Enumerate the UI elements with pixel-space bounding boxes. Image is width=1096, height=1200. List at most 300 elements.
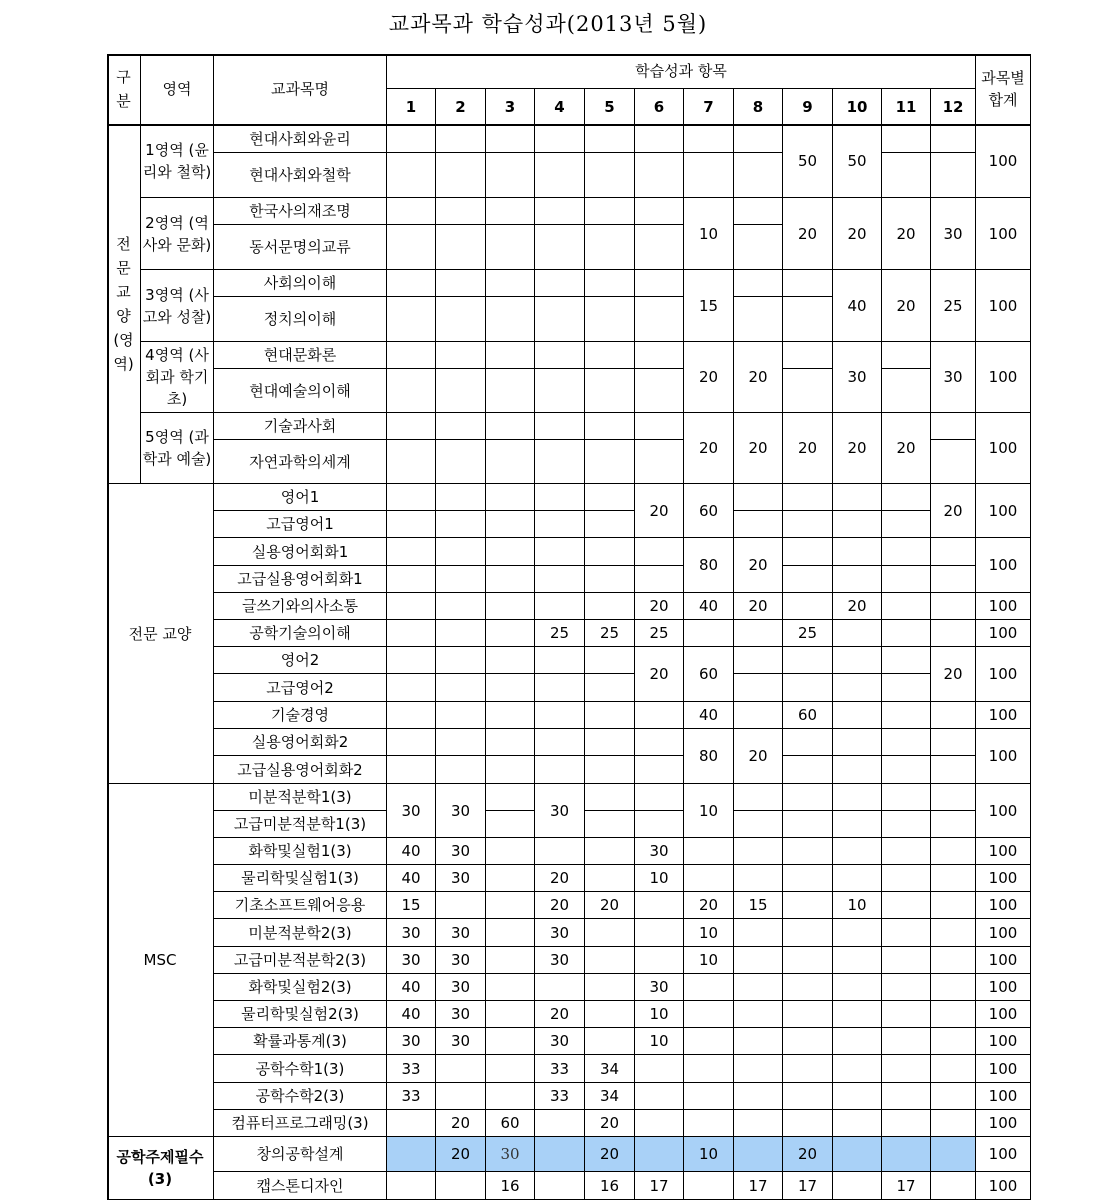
empty-cell (783, 947, 833, 974)
empty-cell (882, 1055, 931, 1083)
outcome-value: 33 (387, 1055, 436, 1083)
empty-cell (535, 1137, 585, 1172)
empty-cell (734, 1055, 783, 1083)
outcome-value: 20 (882, 270, 931, 342)
empty-cell (635, 811, 684, 838)
course-name: 고급영어1 (214, 511, 387, 538)
empty-cell (882, 1110, 931, 1137)
empty-cell (486, 440, 535, 484)
course-total-value: 100 (976, 702, 1031, 729)
outcome-value: 20 (635, 484, 684, 538)
empty-cell (783, 674, 833, 702)
course-name: 현대문화론 (214, 342, 387, 369)
course-total-value: 100 (976, 125, 1031, 198)
course-total-value: 100 (976, 865, 1031, 892)
empty-cell (833, 1083, 882, 1110)
empty-cell (436, 440, 486, 484)
course-name: 현대예술의이해 (214, 369, 387, 413)
outcome-value: 40 (684, 593, 734, 620)
outcome-value: 30 (535, 947, 585, 974)
outcome-value: 50 (783, 125, 833, 198)
outcome-value: 20 (833, 198, 882, 270)
empty-cell (931, 620, 976, 647)
empty-cell (585, 919, 635, 947)
empty-cell (684, 1110, 734, 1137)
outcome-value: 30 (535, 784, 585, 838)
empty-cell (833, 566, 882, 593)
empty-cell (635, 297, 684, 342)
empty-cell (833, 865, 882, 892)
outcome-value: 20 (833, 413, 882, 484)
empty-cell (734, 153, 783, 198)
outcome-value: 20 (833, 593, 882, 620)
empty-cell (833, 511, 882, 538)
empty-cell (734, 1028, 783, 1055)
course-total-value: 100 (976, 919, 1031, 947)
course-total-value: 100 (976, 892, 1031, 919)
empty-cell (486, 342, 535, 369)
course-total-value: 100 (976, 974, 1031, 1001)
empty-cell (436, 153, 486, 198)
empty-cell (535, 974, 585, 1001)
course-name: 현대사회와윤리 (214, 125, 387, 153)
header-separator (107, 124, 1031, 126)
course-name: 사회의이해 (214, 270, 387, 297)
empty-cell (436, 225, 486, 270)
outcome-value: 60 (783, 702, 833, 729)
outcome-value: 30 (387, 1028, 436, 1055)
course-total-value: 100 (976, 1001, 1031, 1028)
outcome-value: 15 (387, 892, 436, 919)
category-cell: 전문교양(영역) (107, 125, 141, 484)
empty-cell (684, 125, 734, 153)
empty-cell (436, 198, 486, 225)
outcome-value: 80 (684, 729, 734, 784)
outcome-value: 30 (635, 974, 684, 1001)
empty-cell (486, 484, 535, 511)
empty-cell (387, 674, 436, 702)
empty-cell (684, 153, 734, 198)
outcome-value: 16 (585, 1172, 635, 1200)
empty-cell (486, 838, 535, 865)
empty-cell (635, 125, 684, 153)
outcome-value: 17 (882, 1172, 931, 1200)
empty-cell (931, 538, 976, 566)
outcome-value: 25 (535, 620, 585, 647)
empty-cell (486, 297, 535, 342)
empty-cell (734, 198, 783, 225)
empty-cell (783, 1028, 833, 1055)
empty-cell (783, 919, 833, 947)
empty-cell (783, 838, 833, 865)
empty-cell (882, 593, 931, 620)
outcome-value: 30 (486, 1137, 535, 1172)
course-total-value: 100 (976, 270, 1031, 342)
empty-cell (585, 674, 635, 702)
empty-cell (436, 125, 486, 153)
empty-cell (684, 1083, 734, 1110)
empty-cell (486, 947, 535, 974)
empty-cell (882, 892, 931, 919)
empty-cell (585, 369, 635, 413)
empty-cell (833, 729, 882, 756)
empty-cell (833, 947, 882, 974)
empty-cell (833, 538, 882, 566)
empty-cell (535, 440, 585, 484)
empty-cell (734, 647, 783, 674)
course-name: 자연과학의세계 (214, 440, 387, 484)
empty-cell (635, 892, 684, 919)
outcome-number-header: 10 (833, 89, 882, 125)
course-name: 창의공학설계 (214, 1137, 387, 1172)
header-course-name: 교과목명 (214, 54, 387, 125)
outcome-value: 15 (684, 270, 734, 342)
outcome-value: 20 (684, 413, 734, 484)
empty-cell (833, 919, 882, 947)
outcome-value: 30 (436, 865, 486, 892)
course-name: 동서문명의교류 (214, 225, 387, 270)
outcome-number-header: 9 (783, 89, 833, 125)
course-name: 영어1 (214, 484, 387, 511)
empty-cell (585, 593, 635, 620)
empty-cell (436, 620, 486, 647)
outcome-value: 20 (734, 729, 783, 784)
outcome-value: 60 (684, 484, 734, 538)
empty-cell (931, 892, 976, 919)
area-cell: 4영역 (사회과 학기초) (141, 342, 214, 413)
empty-cell (734, 620, 783, 647)
course-name: 영어2 (214, 647, 387, 674)
empty-cell (585, 342, 635, 369)
empty-cell (436, 1055, 486, 1083)
empty-cell (535, 593, 585, 620)
outcome-value: 20 (734, 538, 783, 593)
empty-cell (882, 974, 931, 1001)
outcome-value: 30 (436, 947, 486, 974)
outcome-value: 16 (486, 1172, 535, 1200)
empty-cell (931, 1172, 976, 1200)
empty-cell (783, 811, 833, 838)
outcome-value: 40 (833, 270, 882, 342)
empty-cell (882, 369, 931, 413)
course-name: 고급영어2 (214, 674, 387, 702)
empty-cell (486, 674, 535, 702)
empty-cell (882, 947, 931, 974)
outcome-value: 10 (684, 198, 734, 270)
empty-cell (734, 484, 783, 511)
empty-cell (486, 593, 535, 620)
outcome-value: 10 (684, 947, 734, 974)
empty-cell (734, 1001, 783, 1028)
empty-cell (635, 342, 684, 369)
empty-cell (882, 811, 931, 838)
course-total-value: 100 (976, 729, 1031, 784)
empty-cell (783, 974, 833, 1001)
empty-cell (387, 413, 436, 440)
empty-cell (387, 225, 436, 270)
empty-cell (833, 811, 882, 838)
empty-cell (734, 1083, 783, 1110)
empty-cell (635, 566, 684, 593)
header-area: 영역 (141, 54, 214, 125)
empty-cell (436, 342, 486, 369)
course-name: 화학및실험1(3) (214, 838, 387, 865)
outcome-value: 20 (535, 892, 585, 919)
category-cell: 공학주제필수 (3) (107, 1137, 214, 1200)
empty-cell (882, 1137, 931, 1172)
empty-cell (931, 1083, 976, 1110)
outcome-value: 34 (585, 1083, 635, 1110)
empty-cell (635, 198, 684, 225)
empty-cell (734, 702, 783, 729)
course-name: 미분적분학1(3) (214, 784, 387, 811)
course-total-value: 100 (976, 1083, 1031, 1110)
empty-cell (635, 1137, 684, 1172)
course-name: 공학수학1(3) (214, 1055, 387, 1083)
outcome-value: 20 (535, 1001, 585, 1028)
empty-cell (486, 974, 535, 1001)
empty-cell (931, 1137, 976, 1172)
empty-cell (734, 270, 783, 297)
empty-cell (734, 125, 783, 153)
course-name: 기술과사회 (214, 413, 387, 440)
empty-cell (882, 153, 931, 198)
empty-cell (387, 297, 436, 342)
empty-cell (486, 702, 535, 729)
empty-cell (387, 647, 436, 674)
outcome-value: 10 (635, 1001, 684, 1028)
course-total-value: 100 (976, 538, 1031, 593)
outcome-value: 25 (635, 620, 684, 647)
outcome-number-header: 7 (684, 89, 734, 125)
empty-cell (783, 865, 833, 892)
empty-cell (684, 1028, 734, 1055)
outcome-value: 10 (684, 1137, 734, 1172)
empty-cell (585, 729, 635, 756)
empty-cell (486, 511, 535, 538)
empty-cell (436, 892, 486, 919)
outcome-value: 30 (635, 838, 684, 865)
empty-cell (833, 1172, 882, 1200)
empty-cell (882, 620, 931, 647)
table-left-border (107, 54, 109, 1200)
empty-cell (833, 647, 882, 674)
empty-cell (535, 838, 585, 865)
course-total-value: 100 (976, 484, 1031, 538)
empty-cell (387, 270, 436, 297)
empty-cell (436, 674, 486, 702)
course-total-value: 100 (976, 413, 1031, 484)
empty-cell (486, 566, 535, 593)
empty-cell (783, 566, 833, 593)
empty-cell (931, 125, 976, 153)
empty-cell (882, 1028, 931, 1055)
empty-cell (635, 1055, 684, 1083)
course-total-value: 100 (976, 1172, 1031, 1200)
outcome-value: 20 (783, 1137, 833, 1172)
empty-cell (387, 566, 436, 593)
outcome-value: 20 (931, 647, 976, 702)
empty-cell (535, 198, 585, 225)
outcome-value: 20 (585, 892, 635, 919)
empty-cell (931, 838, 976, 865)
empty-cell (535, 647, 585, 674)
empty-cell (635, 413, 684, 440)
empty-cell (882, 342, 931, 369)
empty-cell (387, 1172, 436, 1200)
course-name: 현대사회와철학 (214, 153, 387, 198)
empty-cell (535, 674, 585, 702)
outcome-value: 20 (436, 1110, 486, 1137)
empty-cell (387, 369, 436, 413)
empty-cell (833, 756, 882, 784)
header-total: 과목별 합계 (976, 54, 1031, 125)
empty-cell (387, 702, 436, 729)
course-name: 물리학및실험1(3) (214, 865, 387, 892)
header-outcomes: 학습성과 항목 (387, 54, 976, 89)
empty-cell (783, 484, 833, 511)
course-total-value: 100 (976, 1110, 1031, 1137)
empty-cell (635, 440, 684, 484)
empty-cell (585, 198, 635, 225)
empty-cell (585, 647, 635, 674)
empty-cell (833, 1028, 882, 1055)
empty-cell (882, 538, 931, 566)
empty-cell (931, 919, 976, 947)
outcome-value: 20 (684, 892, 734, 919)
empty-cell (734, 919, 783, 947)
empty-cell (585, 811, 635, 838)
empty-cell (931, 1110, 976, 1137)
course-total-value: 100 (976, 1028, 1031, 1055)
empty-cell (734, 1110, 783, 1137)
empty-cell (684, 620, 734, 647)
empty-cell (387, 593, 436, 620)
empty-cell (635, 538, 684, 566)
empty-cell (486, 369, 535, 413)
outcome-number-header: 3 (486, 89, 535, 125)
empty-cell (535, 270, 585, 297)
empty-cell (387, 538, 436, 566)
empty-cell (436, 593, 486, 620)
outcome-value: 60 (486, 1110, 535, 1137)
course-total-value: 100 (976, 198, 1031, 270)
empty-cell (882, 702, 931, 729)
empty-cell (436, 1083, 486, 1110)
empty-cell (635, 756, 684, 784)
empty-cell (436, 484, 486, 511)
empty-cell (436, 511, 486, 538)
empty-cell (585, 225, 635, 270)
empty-cell (882, 1083, 931, 1110)
area-cell: 1영역 (윤리와 철학) (141, 125, 214, 198)
outcome-value: 30 (436, 784, 486, 838)
course-total-value: 100 (976, 593, 1031, 620)
course-name: 고급실용영어회화2 (214, 756, 387, 784)
empty-cell (585, 270, 635, 297)
empty-cell (833, 974, 882, 1001)
empty-cell (486, 125, 535, 153)
empty-cell (486, 153, 535, 198)
empty-cell (882, 1001, 931, 1028)
empty-cell (783, 729, 833, 756)
empty-cell (931, 413, 976, 440)
course-name: 고급미분적분학1(3) (214, 811, 387, 838)
empty-cell (436, 413, 486, 440)
empty-cell (535, 297, 585, 342)
empty-cell (783, 593, 833, 620)
empty-cell (436, 729, 486, 756)
empty-cell (882, 756, 931, 784)
empty-cell (783, 1055, 833, 1083)
empty-cell (436, 756, 486, 784)
empty-cell (486, 892, 535, 919)
empty-cell (734, 811, 783, 838)
empty-cell (783, 1083, 833, 1110)
outcome-value: 30 (931, 342, 976, 413)
empty-cell (882, 566, 931, 593)
outcome-number-header: 5 (585, 89, 635, 125)
course-total-value: 100 (976, 1137, 1031, 1172)
course-name: 실용영어회화2 (214, 729, 387, 756)
empty-cell (585, 702, 635, 729)
empty-cell (882, 838, 931, 865)
empty-cell (387, 620, 436, 647)
empty-cell (387, 198, 436, 225)
outcome-value: 30 (387, 919, 436, 947)
empty-cell (387, 440, 436, 484)
outcome-value: 20 (882, 198, 931, 270)
outcome-value: 15 (734, 892, 783, 919)
outcome-value: 30 (436, 919, 486, 947)
empty-cell (585, 484, 635, 511)
outcome-number-header: 8 (734, 89, 783, 125)
empty-cell (783, 297, 833, 342)
empty-cell (783, 270, 833, 297)
outcome-value: 20 (635, 647, 684, 702)
empty-cell (585, 865, 635, 892)
course-name: 물리학및실험2(3) (214, 1001, 387, 1028)
outcome-value: 20 (436, 1137, 486, 1172)
empty-cell (535, 511, 585, 538)
empty-cell (684, 1055, 734, 1083)
empty-cell (783, 784, 833, 811)
empty-cell (635, 1110, 684, 1137)
empty-cell (585, 838, 635, 865)
area-cell: 2영역 (역사와 문화) (141, 198, 214, 270)
empty-cell (783, 369, 833, 413)
empty-cell (882, 511, 931, 538)
empty-cell (931, 729, 976, 756)
course-name: 기초소프트웨어응용 (214, 892, 387, 919)
empty-cell (585, 1001, 635, 1028)
course-name: 공학기술의이해 (214, 620, 387, 647)
course-name: 글쓰기와의사소통 (214, 593, 387, 620)
course-name: 확률과통계(3) (214, 1028, 387, 1055)
outcome-value: 17 (734, 1172, 783, 1200)
empty-cell (635, 1083, 684, 1110)
empty-cell (585, 440, 635, 484)
empty-cell (635, 702, 684, 729)
empty-cell (535, 702, 585, 729)
outcome-value: 30 (535, 919, 585, 947)
empty-cell (535, 413, 585, 440)
category-cell: 전문 교양 (107, 484, 214, 784)
empty-cell (931, 1001, 976, 1028)
table-top-border (107, 54, 1031, 56)
empty-cell (635, 153, 684, 198)
empty-cell (882, 784, 931, 811)
